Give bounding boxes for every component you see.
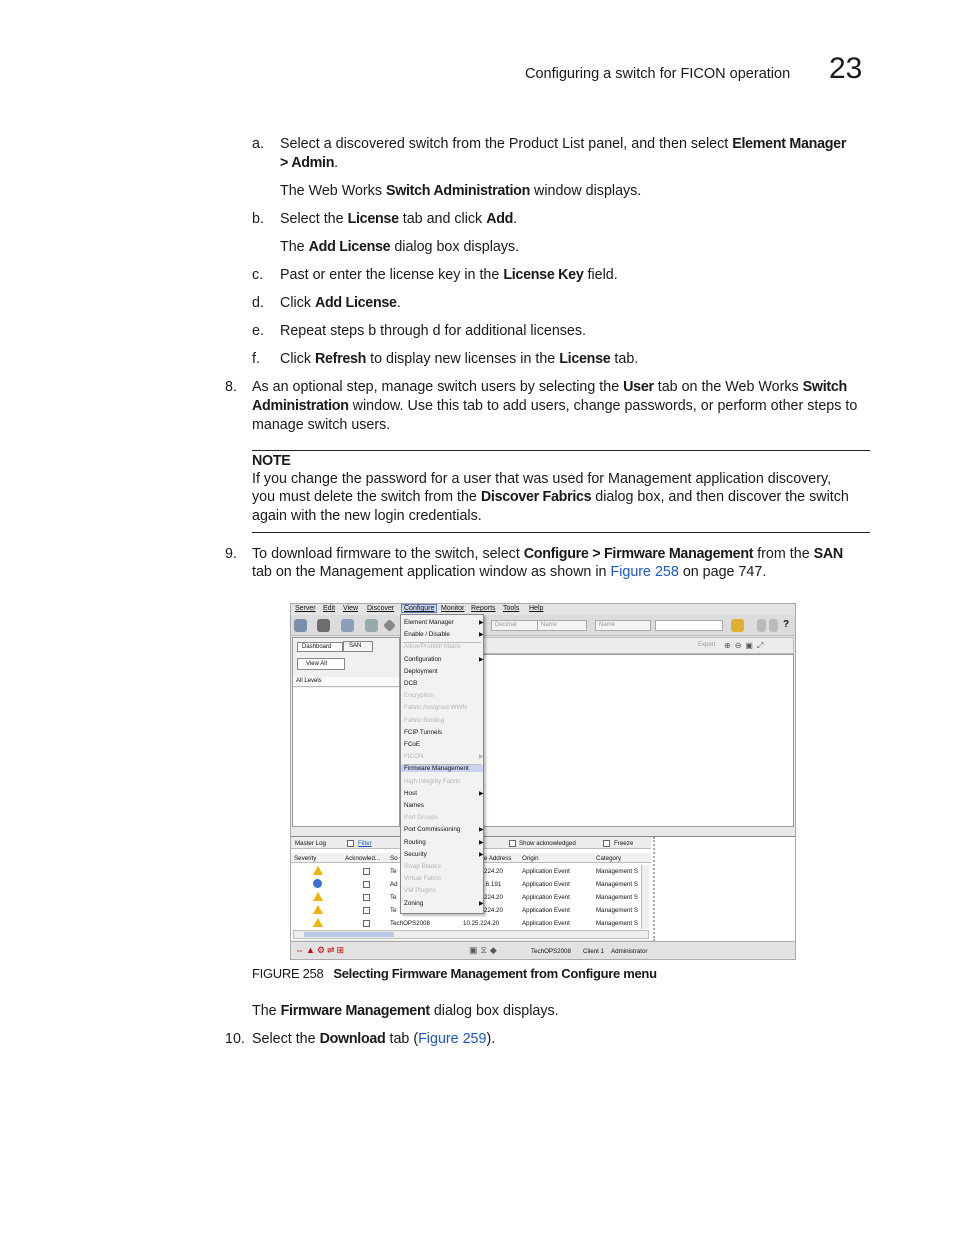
- menu-item-label: FCIP Tunnels: [404, 728, 443, 736]
- menu-item-label: Firmware Management: [404, 765, 469, 773]
- menu-item-label: VM Plugins: [404, 887, 436, 895]
- export-label[interactable]: Export: [698, 642, 716, 648]
- menu-configure[interactable]: Configure: [401, 604, 437, 613]
- warning-icon: [313, 905, 323, 914]
- configure-menu: [400, 614, 484, 914]
- arrow-up-icon[interactable]: [757, 619, 766, 632]
- show-ack-checkbox[interactable]: [509, 840, 516, 847]
- figure-259-link[interactable]: Figure 259: [418, 1031, 487, 1047]
- master-log-label: Master Log: [295, 840, 326, 847]
- save-icon[interactable]: [317, 619, 330, 632]
- note-line1: If you change the password for a user that was used for Management application discovery,: [252, 471, 832, 487]
- row-address: 224.20: [484, 894, 503, 901]
- row-address: 224.20: [484, 907, 503, 914]
- ack-checkbox[interactable]: [363, 868, 370, 875]
- arrow-down-icon[interactable]: [769, 619, 778, 632]
- menu-item-label: FICON: [404, 753, 424, 761]
- row-origin: Application Event: [522, 920, 570, 927]
- configure-menu-item[interactable]: [404, 741, 420, 748]
- flashlight-icon[interactable]: [731, 619, 744, 632]
- product-tree[interactable]: [293, 688, 399, 826]
- menu-item-label: Security: [404, 850, 427, 858]
- warning-icon: [313, 892, 323, 901]
- ack-checkbox[interactable]: [363, 881, 370, 888]
- running-header-title: Configuring a switch for FICON operation: [525, 66, 791, 82]
- status-user: Administrator: [611, 948, 648, 955]
- master-log-panel: [291, 836, 795, 940]
- ack-checkbox[interactable]: [363, 907, 370, 914]
- menu-reports[interactable]: Reports: [471, 605, 496, 612]
- menu-item-label: Virtual Fabric: [404, 875, 441, 883]
- menu-item-label: Port Groups: [404, 814, 438, 822]
- configure-menu-item[interactable]: Security ▶: [404, 850, 484, 858]
- menu-item-label: Zoning: [404, 899, 424, 907]
- step-e-text: Repeat steps b through d for additional licenses.: [280, 323, 586, 339]
- log-vertical-scrollbar[interactable]: [641, 865, 649, 929]
- col-origin[interactable]: Origin: [522, 855, 539, 862]
- col-address[interactable]: e Address: [484, 855, 512, 862]
- name-combo-2[interactable]: Name: [595, 620, 651, 631]
- configure-menu-item[interactable]: Port Commissioning ▶: [404, 826, 484, 834]
- row-origin: Application Event: [522, 894, 570, 901]
- figure-258-link[interactable]: Figure 258: [610, 564, 679, 580]
- step-f-marker: f.: [252, 351, 260, 367]
- zoom-icons[interactable]: ⊕⊖▣⤢: [724, 641, 768, 650]
- menu-item-label: High Integrity Fabric: [404, 777, 461, 785]
- management-app-screenshot: [290, 603, 796, 960]
- status-icons: ⇔▲⚙⇌⊞: [295, 945, 347, 955]
- step-b-marker: b.: [252, 211, 264, 227]
- configure-menu-item: [404, 692, 434, 699]
- menu-item-label: DCB: [404, 680, 418, 687]
- step-10-marker: 10.: [225, 1031, 245, 1047]
- step-c-marker: c.: [252, 267, 264, 283]
- configure-menu-item[interactable]: Routing ▶: [404, 838, 484, 846]
- log-side-panel: [653, 837, 795, 941]
- server-icon[interactable]: [294, 619, 307, 632]
- row-source: TechOPS2008: [390, 920, 430, 927]
- menu-monitor[interactable]: Monitor: [441, 605, 465, 612]
- configure-menu-item[interactable]: [404, 680, 417, 687]
- step-d-marker: d.: [252, 295, 264, 311]
- configure-menu-item[interactable]: Host ▶: [404, 789, 484, 797]
- menu-item-label: Fabric Binding: [404, 716, 445, 724]
- row-source: Te: [390, 907, 397, 914]
- row-category: Management S: [596, 894, 638, 901]
- step-8-line2: Administration window. Use this tab to add users, change passwords, or perform other steps to: [252, 398, 858, 414]
- step-f-text: Click Refresh to display new licenses in the License tab.: [280, 351, 639, 367]
- col-source[interactable]: So: [390, 855, 398, 862]
- note-label: NOTE: [252, 453, 291, 469]
- decimal-combo[interactable]: Decimal: [491, 620, 553, 631]
- after-figure-text: The Firmware Management dialog box displays.: [252, 1003, 559, 1019]
- freeze-checkbox[interactable]: [603, 840, 610, 847]
- col-severity[interactable]: Severity: [294, 855, 317, 862]
- view-all-combo[interactable]: View All: [297, 658, 345, 670]
- tab-san[interactable]: SAN: [343, 641, 373, 652]
- warning-icon: [313, 866, 323, 875]
- info-icon: [313, 879, 322, 888]
- step-a-marker: a.: [252, 136, 264, 152]
- configure-menu-item[interactable]: [404, 729, 442, 736]
- step-a-line1: Select a discovered switch from the Product List panel, and then select Element Manager: [280, 136, 847, 152]
- row-source: Te: [390, 868, 397, 875]
- menu-item-label: Encryption: [404, 692, 434, 700]
- step-a-result: The Web Works Switch Administration window displays.: [280, 183, 642, 199]
- step-8-marker: 8.: [225, 379, 237, 395]
- col-acknowledged[interactable]: Acknowled...: [345, 855, 381, 862]
- configure-menu-item: [404, 778, 460, 785]
- step-b-result: The Add License dialog box displays.: [280, 239, 520, 255]
- step-8-line3: manage switch users.: [252, 417, 391, 433]
- row-origin: Application Event: [522, 881, 570, 888]
- filter-link[interactable]: Filter: [358, 840, 372, 847]
- help-icon[interactable]: ?: [783, 619, 790, 630]
- menu-item-label: Routing: [404, 838, 426, 846]
- menu-item-label: Element Manager: [404, 619, 454, 626]
- configure-menu-item: [404, 704, 467, 711]
- menu-item-label: Deployment: [404, 667, 438, 675]
- configure-menu-item: [404, 887, 436, 894]
- menu-item-label: Allow/Prohibit Matrix: [404, 643, 462, 651]
- configure-menu-item[interactable]: Enable / Disable ▶: [404, 631, 484, 639]
- row-category: Management S: [596, 881, 638, 888]
- note-line2: you must delete the switch from the Discover Fabrics dialog box, and then discover the switch: [252, 489, 849, 505]
- status-bar: [291, 941, 795, 959]
- note-bottom-rule: [252, 532, 870, 533]
- ack-checkbox[interactable]: [363, 920, 370, 927]
- step-10-text: Select the Download tab (Figure 259).: [252, 1031, 496, 1047]
- row-origin: Application Event: [522, 907, 570, 914]
- menu-server[interactable]: Server: [295, 605, 316, 612]
- menu-bar: [291, 604, 795, 615]
- step-b-text: Select the License tab and click Add.: [280, 211, 518, 227]
- freeze-label: Freeze: [614, 840, 634, 847]
- configure-menu-item[interactable]: [404, 802, 424, 809]
- row-source: Te: [390, 894, 397, 901]
- menu-edit[interactable]: Edit: [323, 605, 336, 612]
- step-9-line1: To download firmware to the switch, select Configure > Firmware Management from the SAN: [252, 546, 843, 562]
- show-ack-label: Show acknowledged: [519, 840, 576, 847]
- log-horizontal-scrollbar[interactable]: [293, 930, 649, 939]
- note-top-rule: [252, 450, 870, 451]
- status-right-icons: ▣⧖◆: [469, 945, 500, 955]
- menu-item-label: Enable / Disable: [404, 631, 450, 639]
- row-category: Management S: [596, 907, 638, 914]
- step-8-line1: As an optional step, manage switch users by selecting the User tab on the Web Works Switch: [252, 379, 847, 395]
- row-origin: Application Event: [522, 868, 570, 875]
- configure-menu-item[interactable]: [404, 668, 438, 675]
- configure-menu-item: [404, 717, 444, 724]
- note-line3: again with the new login credentials.: [252, 508, 482, 524]
- row-category: Management S: [596, 920, 638, 927]
- row-category: Management S: [596, 868, 638, 875]
- step-9-line2: tab on the Management application window as shown in Figure 258 on page 747.: [252, 564, 767, 580]
- filter-checkbox[interactable]: [347, 840, 354, 847]
- step-d-text: Click Add License.: [280, 295, 401, 311]
- search-field[interactable]: [655, 620, 723, 631]
- step-c-text: Past or enter the license key in the License Key field.: [280, 267, 618, 283]
- row-address: 10.25.224.20: [463, 920, 500, 927]
- menu-view[interactable]: View: [343, 605, 359, 612]
- step-a-line2: > Admin.: [280, 155, 339, 171]
- configure-menu-item: [404, 814, 438, 821]
- configure-menu-item[interactable]: Configuration ▶: [404, 655, 484, 663]
- tab-dashboard[interactable]: Dashboard: [297, 642, 343, 652]
- toolbar: [291, 615, 795, 639]
- menu-item-label: Configuration: [404, 655, 442, 663]
- status-client: Client 1: [583, 948, 604, 955]
- discover-icon[interactable]: [341, 619, 354, 632]
- name-combo-1[interactable]: Name: [537, 620, 587, 631]
- menu-item-label: Fabric Assigned WWN: [404, 704, 467, 712]
- col-category[interactable]: Category: [596, 855, 622, 862]
- figure-caption: FIGURE 258 Selecting Firmware Management from Configure menu: [252, 966, 657, 981]
- chapter-number: 23: [829, 52, 863, 85]
- configure-menu-item[interactable]: Zoning ▶: [404, 899, 484, 907]
- configure-menu-item[interactable]: Element Manager ▶: [404, 619, 484, 626]
- menu-discover[interactable]: Discover: [367, 605, 395, 612]
- menu-item-label: Swap Blades: [404, 863, 441, 870]
- menu-item-label: FCoE: [404, 741, 421, 748]
- diamond-icon[interactable]: [383, 619, 396, 632]
- left-pane: [292, 637, 400, 827]
- configure-menu-item: FICON ▶: [404, 753, 484, 761]
- row-address: 224.20: [484, 868, 503, 875]
- menu-item-label: Port Commissioning: [404, 826, 461, 834]
- menu-item-label: Names: [404, 802, 424, 809]
- configure-menu-item: [404, 863, 441, 870]
- step-9-marker: 9.: [225, 546, 237, 562]
- menu-tools[interactable]: Tools: [503, 605, 520, 612]
- menu-help[interactable]: Help: [529, 605, 544, 612]
- status-server: TechOPS2008: [531, 948, 571, 955]
- menu-item-label: Host: [404, 789, 417, 797]
- row-address: .6.191: [484, 881, 502, 888]
- step-e-marker: e.: [252, 323, 264, 339]
- row-source: Ad: [390, 881, 398, 888]
- search-icon[interactable]: [365, 619, 378, 632]
- configure-menu-item: [404, 643, 461, 650]
- ack-checkbox[interactable]: [363, 894, 370, 901]
- configure-menu-item: [404, 875, 441, 882]
- warning-icon: [313, 918, 323, 927]
- all-levels-header: All Levels: [293, 677, 399, 687]
- configure-menu-item[interactable]: [401, 765, 483, 772]
